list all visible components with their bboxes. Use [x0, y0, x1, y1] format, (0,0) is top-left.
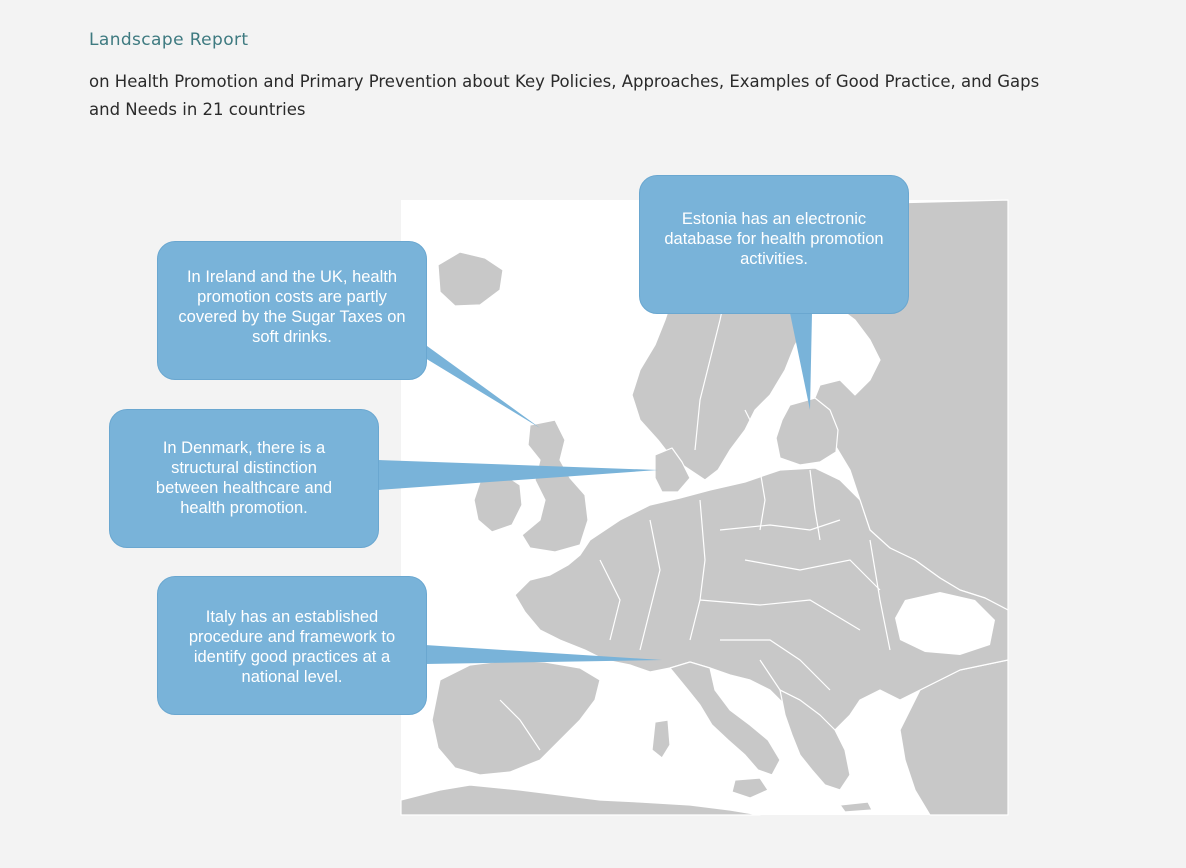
ireland-uk-callout-text: In Ireland and the UK, health promotion costs are partly covered by the Sugar Taxes on soft drinks.	[178, 268, 406, 346]
ireland-uk-callout	[157, 241, 427, 380]
italy-callout-text: Italy has an established procedure and framework to identify good practices at a national level.	[188, 608, 396, 686]
estonia-callout	[639, 175, 909, 314]
italy-callout	[157, 576, 427, 715]
denmark-callout	[109, 409, 379, 548]
denmark-callout-text: In Denmark, there is a structural distinction between healthcare and health promotion.	[155, 439, 333, 517]
estonia-callout-text: Estonia has an electronic database for health promotion activities.	[664, 210, 884, 268]
page-heading: Landscape Report	[89, 30, 249, 50]
page-subtitle: on Health Promotion and Primary Prevention about Key Policies, Approaches, Examples of Good Practice, and Gaps and Needs in 21 countries	[89, 72, 1040, 119]
